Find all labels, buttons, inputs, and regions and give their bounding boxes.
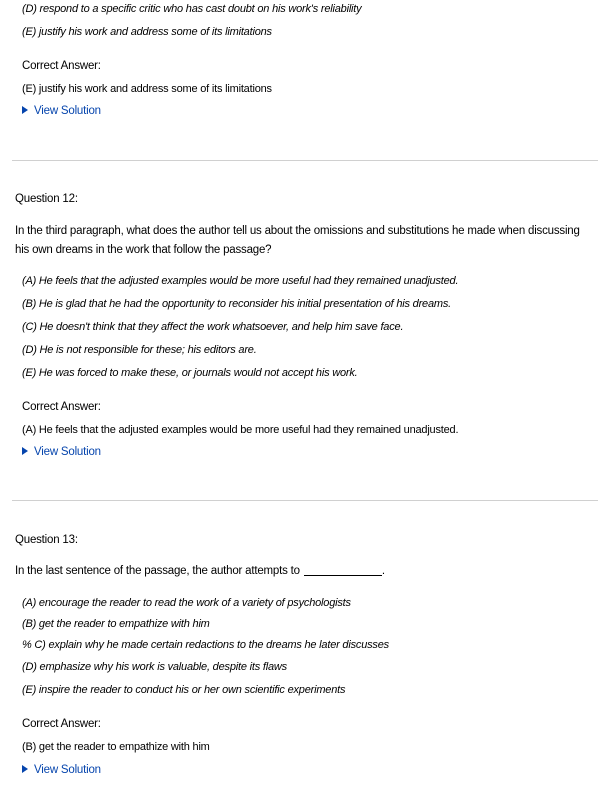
option-d: (D) respond to a specific critic who has cast doubt on his work's reliability: [22, 3, 362, 15]
correct-answer-text: (A) He feels that the adjusted examples would be more useful had they remained unadjusted.: [22, 424, 459, 436]
view-solution-link[interactable]: [22, 764, 101, 776]
view-solution-label: View Solution: [34, 764, 101, 776]
option-b: (B) get the reader to empathize with him: [22, 618, 210, 630]
option-e: (E) inspire the reader to conduct his or her own scientific experiments: [22, 684, 346, 696]
divider: [12, 160, 598, 161]
triangle-right-icon: [22, 106, 28, 114]
triangle-right-icon: [22, 765, 28, 773]
correct-answer-label: Correct Answer:: [22, 60, 101, 72]
view-solution-label: View Solution: [34, 105, 101, 117]
view-solution-link[interactable]: [22, 446, 101, 458]
question-text: [15, 565, 385, 577]
option-e: (E) justify his work and address some of its limitations: [22, 26, 272, 38]
question-text: In the third paragraph, what does the author tell us about the omissions and substitutions he made when discussing his own dreams in the work that follow the passage?: [15, 225, 580, 256]
view-solution-label: View Solution: [34, 446, 101, 458]
correct-answer-label: Correct Answer:: [22, 718, 101, 730]
question-title: Question 13:: [15, 534, 78, 546]
view-solution-link[interactable]: [22, 105, 101, 117]
question-title: Question 12:: [15, 193, 78, 205]
option-d: (D) He is not responsible for these; his editors are.: [22, 344, 257, 356]
question-text-end: .: [381, 565, 385, 577]
correct-answer-text: (E) justify his work and address some of its limitations: [22, 83, 272, 95]
option-c: % C) explain why he made certain redactions to the dreams he later discusses: [22, 639, 389, 651]
option-a: (A) encourage the reader to read the work of a variety of psychologists: [22, 597, 351, 609]
answer-blank: [304, 565, 382, 576]
divider: [12, 500, 598, 501]
option-a: (A) He feels that the adjusted examples would be more useful had they remained unadjusted.: [22, 275, 459, 287]
option-b: (B) He is glad that he had the opportunity to reconsider his initial presentation of his dreams.: [22, 298, 451, 310]
option-d: (D) emphasize why his work is valuable, despite its flaws: [22, 661, 287, 673]
correct-answer-label: Correct Answer:: [22, 401, 101, 413]
option-c: (C) He doesn't think that they affect the work whatsoever, and help him save face.: [22, 321, 404, 333]
option-e: (E) He was forced to make these, or journals would not accept his work.: [22, 367, 358, 379]
triangle-right-icon: [22, 447, 28, 455]
question-text-body: In the last sentence of the passage, the author attempts to: [15, 565, 300, 577]
correct-answer-text: (B) get the reader to empathize with him: [22, 741, 210, 753]
